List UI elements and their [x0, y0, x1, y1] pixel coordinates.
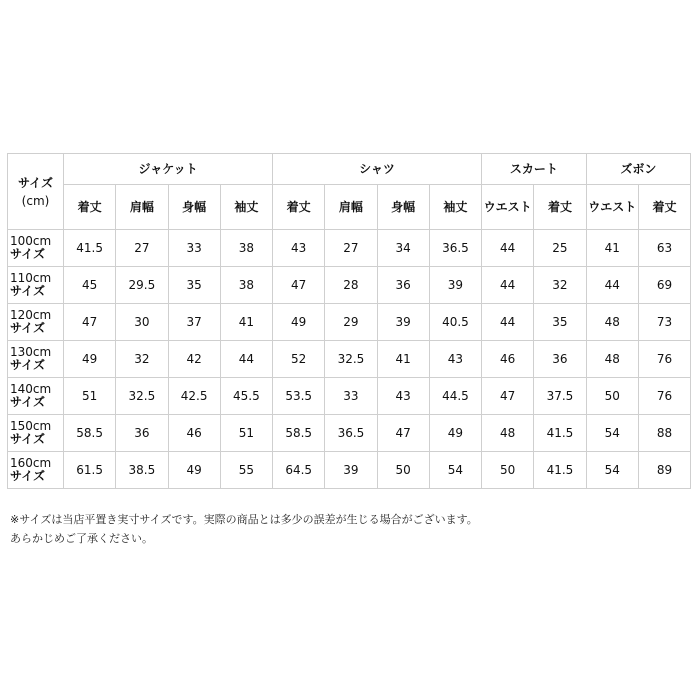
size-cm-text: 130cm [10, 345, 52, 359]
table-cell: 28 [325, 267, 377, 304]
table-cell: 47 [482, 378, 534, 415]
table-cell: 51 [220, 415, 272, 452]
table-cell: 42 [168, 341, 220, 378]
size-row-label [8, 341, 64, 378]
table-cell: 69 [638, 267, 690, 304]
table-body [8, 230, 691, 489]
column-header-cell: 着丈 [64, 185, 116, 230]
column-header-cell: 着丈 [534, 185, 586, 230]
table-cell: 36 [534, 341, 586, 378]
table-cell: 41.5 [534, 415, 586, 452]
table-cell: 27 [325, 230, 377, 267]
column-header-cell: 着丈 [638, 185, 690, 230]
size-suffix-text: サイズ [10, 247, 46, 261]
size-suffix-text: サイズ [10, 321, 46, 335]
size-cm-text: 140cm [10, 382, 52, 396]
size-cm-text: 110cm [10, 271, 52, 285]
table-cell: 38 [220, 230, 272, 267]
table-cell: 29.5 [116, 267, 168, 304]
column-header-cell: 身幅 [168, 185, 220, 230]
table-cell: 45 [64, 267, 116, 304]
table-cell: 54 [586, 452, 638, 489]
table-cell: 58.5 [273, 415, 325, 452]
table-cell: 38 [220, 267, 272, 304]
table-cell: 49 [64, 341, 116, 378]
table-cell: 33 [325, 378, 377, 415]
disclaimer-note [10, 510, 478, 548]
table-cell: 47 [64, 304, 116, 341]
table-cell: 49 [429, 415, 481, 452]
table-row [8, 230, 691, 267]
table-cell: 47 [273, 267, 325, 304]
table-cell: 40.5 [429, 304, 481, 341]
table-cell: 54 [429, 452, 481, 489]
table-cell: 32.5 [325, 341, 377, 378]
table-cell: 42.5 [168, 378, 220, 415]
table-cell: 45.5 [220, 378, 272, 415]
table-cell: 76 [638, 378, 690, 415]
column-header-cell: 肩幅 [116, 185, 168, 230]
size-suffix-text: サイズ [10, 358, 46, 372]
table-cell: 48 [586, 304, 638, 341]
size-suffix-text: サイズ [10, 432, 46, 446]
column-header-cell: ウエスト [482, 185, 534, 230]
table-cell: 48 [482, 415, 534, 452]
table-cell: 48 [586, 341, 638, 378]
table-cell: 33 [168, 230, 220, 267]
table-cell: 76 [638, 341, 690, 378]
table-cell: 34 [377, 230, 429, 267]
column-header-cell: 身幅 [377, 185, 429, 230]
size-suffix-text: サイズ [10, 284, 46, 298]
table-cell: 25 [534, 230, 586, 267]
group-header-shirt: シャツ [273, 154, 482, 185]
table-cell: 35 [534, 304, 586, 341]
table-cell: 41 [377, 341, 429, 378]
table-cell: 39 [377, 304, 429, 341]
table-cell: 44 [482, 230, 534, 267]
group-header-pants: ズボン [586, 154, 691, 185]
table-cell: 53.5 [273, 378, 325, 415]
table-cell: 32.5 [116, 378, 168, 415]
table-cell: 41.5 [534, 452, 586, 489]
table-cell: 30 [116, 304, 168, 341]
table-cell: 47 [377, 415, 429, 452]
size-cm-text: 100cm [10, 234, 52, 248]
size-row-label [8, 304, 64, 341]
table-cell: 37.5 [534, 378, 586, 415]
table-cell: 43 [273, 230, 325, 267]
size-cm-text: 160cm [10, 456, 52, 470]
table-cell: 49 [168, 452, 220, 489]
table-cell: 39 [325, 452, 377, 489]
table-row [8, 452, 691, 489]
table-cell: 51 [64, 378, 116, 415]
table-row [8, 341, 691, 378]
table-cell: 54 [586, 415, 638, 452]
table-cell: 27 [116, 230, 168, 267]
size-suffix-text: サイズ [10, 469, 46, 483]
table-cell: 44 [482, 304, 534, 341]
table-cell: 50 [586, 378, 638, 415]
table-row [8, 267, 691, 304]
table-cell: 63 [638, 230, 690, 267]
column-header-cell: 着丈 [273, 185, 325, 230]
table-cell: 41 [586, 230, 638, 267]
size-cm-text: 150cm [10, 419, 52, 433]
table-cell: 36 [377, 267, 429, 304]
table-cell: 50 [482, 452, 534, 489]
size-chart-table [7, 153, 691, 489]
unit-label: (cm) [21, 193, 50, 208]
table-cell: 44 [482, 267, 534, 304]
table-row [8, 415, 691, 452]
table-cell: 49 [273, 304, 325, 341]
table-cell: 39 [429, 267, 481, 304]
column-header-cell: 肩幅 [325, 185, 377, 230]
column-header-cell: 袖丈 [429, 185, 481, 230]
table-cell: 44 [220, 341, 272, 378]
note-line-2: あらかじめご了承ください。 [10, 532, 153, 545]
table-cell: 73 [638, 304, 690, 341]
size-row-label [8, 378, 64, 415]
size-header-label: サイズ [17, 175, 54, 190]
size-row-label [8, 452, 64, 489]
table-cell: 41.5 [64, 230, 116, 267]
sub-header-row [8, 185, 691, 230]
table-cell: 36.5 [325, 415, 377, 452]
table-cell: 61.5 [64, 452, 116, 489]
table-cell: 44 [586, 267, 638, 304]
table-cell: 50 [377, 452, 429, 489]
table-cell: 32 [534, 267, 586, 304]
table-cell: 32 [116, 341, 168, 378]
table-cell: 29 [325, 304, 377, 341]
table-cell: 52 [273, 341, 325, 378]
table-cell: 46 [168, 415, 220, 452]
table-cell: 37 [168, 304, 220, 341]
size-suffix-text: サイズ [10, 395, 46, 409]
table-cell: 88 [638, 415, 690, 452]
group-header-jacket: ジャケット [64, 154, 273, 185]
header-group-row [8, 154, 691, 185]
table-cell: 58.5 [64, 415, 116, 452]
size-row-label [8, 230, 64, 267]
table-row [8, 304, 691, 341]
table-cell: 43 [377, 378, 429, 415]
table-row [8, 378, 691, 415]
table-cell: 64.5 [273, 452, 325, 489]
note-line-1: ※サイズは当店平置き実寸サイズです。実際の商品とは多少の誤差が生じる場合がございます。 [10, 513, 478, 526]
column-header-cell: ウエスト [586, 185, 638, 230]
table-cell: 46 [482, 341, 534, 378]
table-cell: 44.5 [429, 378, 481, 415]
size-row-label [8, 415, 64, 452]
size-cm-text: 120cm [10, 308, 52, 322]
column-header-cell: 袖丈 [220, 185, 272, 230]
table-cell: 36.5 [429, 230, 481, 267]
table-cell: 38.5 [116, 452, 168, 489]
table-cell: 55 [220, 452, 272, 489]
table-cell: 43 [429, 341, 481, 378]
table-cell: 89 [638, 452, 690, 489]
group-header-skirt: スカート [482, 154, 587, 185]
size-row-label [8, 267, 64, 304]
size-unit-header-cell [8, 154, 64, 230]
table-cell: 36 [116, 415, 168, 452]
table-cell: 41 [220, 304, 272, 341]
table-cell: 35 [168, 267, 220, 304]
